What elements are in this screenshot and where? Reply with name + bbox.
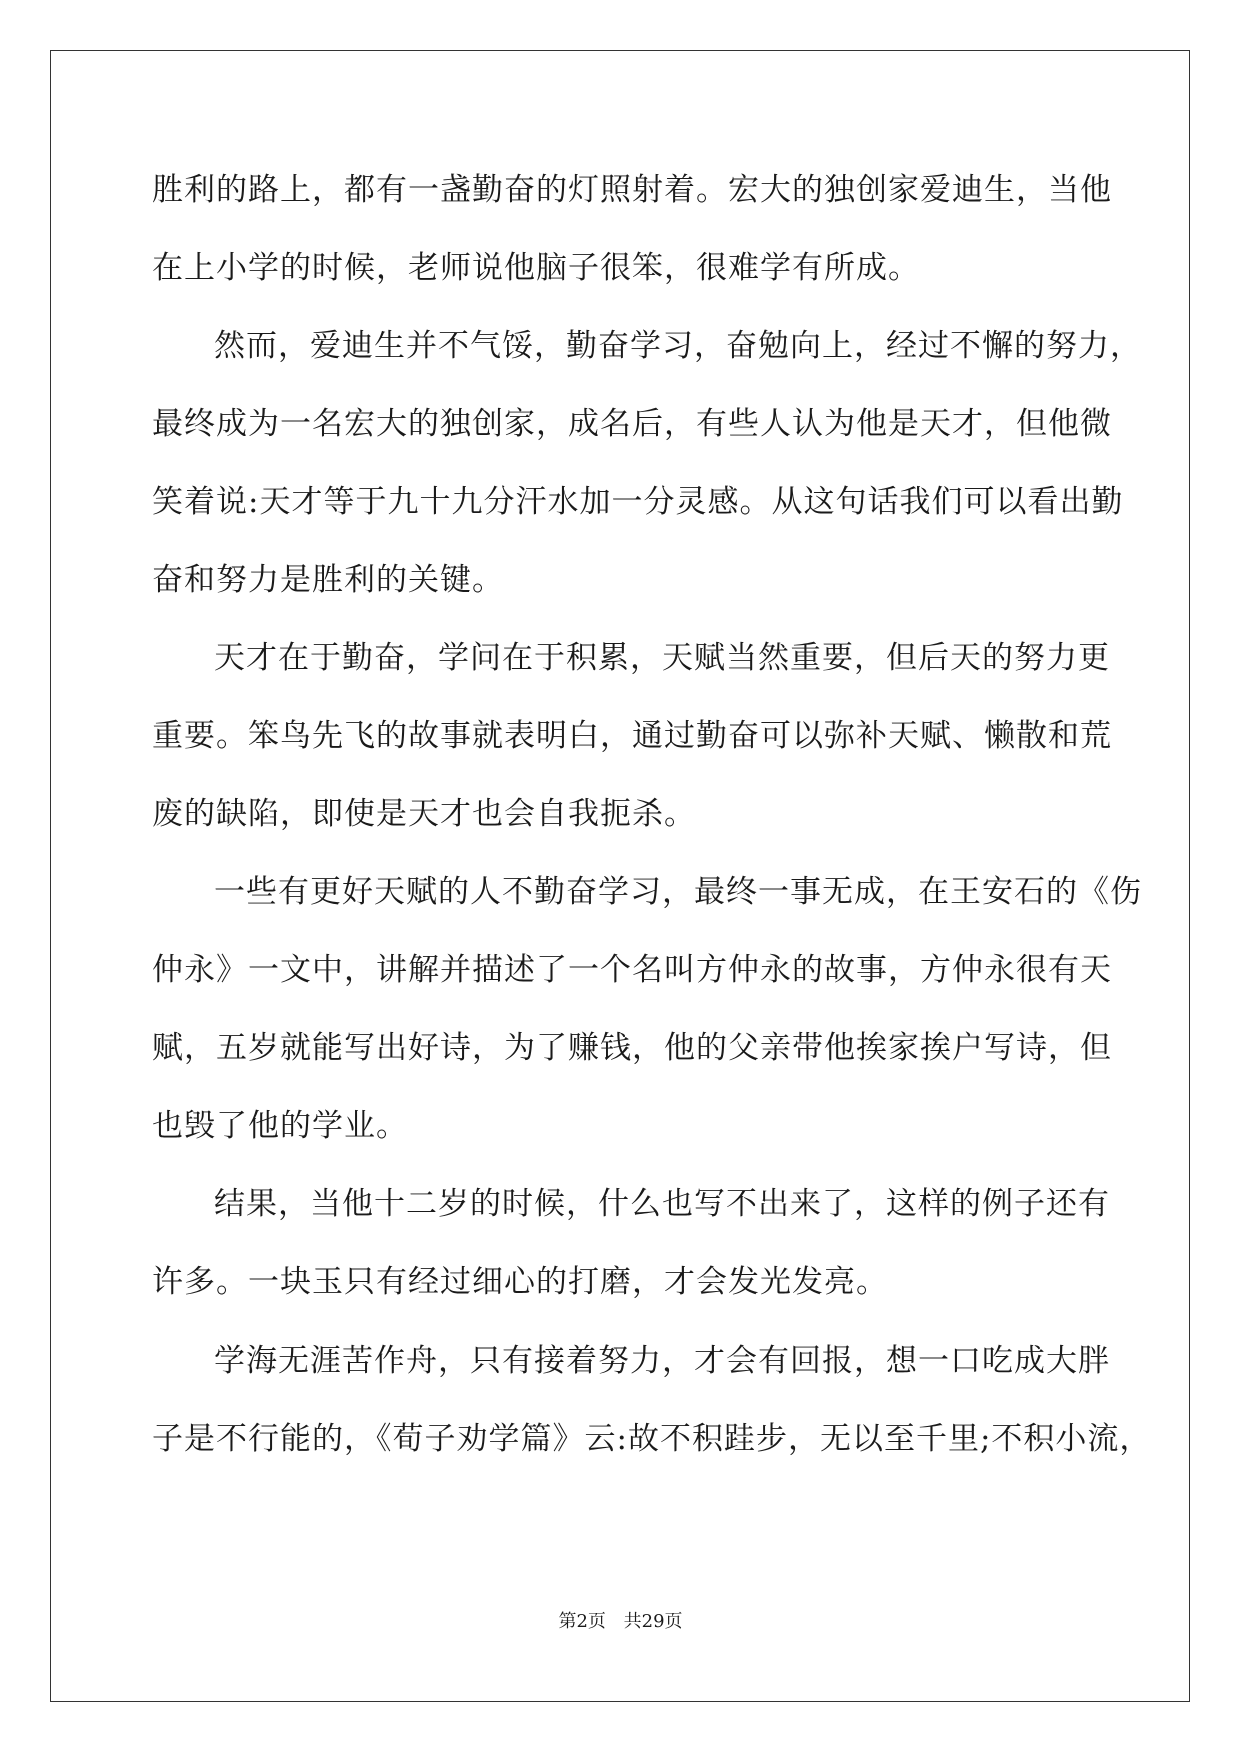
page-number: 第2页: [558, 1611, 606, 1632]
text-line: 最终成为一名宏大的独创家，成名后，有些人认为他是天才，但他微: [152, 406, 1112, 442]
page-footer: [0, 1610, 1241, 1634]
text-line: 笑着说:天才等于九十九分汗水加一分灵感。从这句话我们可以看出勤: [152, 484, 1124, 520]
text-line: 天才在于勤奋，学问在于积累，天赋当然重要，但后天的努力更: [214, 640, 1110, 676]
text-line: 仲永》一文中，讲解并描述了一个名叫方仲永的故事，方仲永很有天: [152, 952, 1112, 988]
text-line: 废的缺陷，即使是天才也会自我扼杀。: [152, 796, 696, 832]
text-line: 然而，爱迪生并不气馁，勤奋学习，奋勉向上，经过不懈的努力，: [214, 328, 1142, 364]
text-line: 也毁了他的学业。: [152, 1108, 408, 1144]
text-line: 许多。一块玉只有经过细心的打磨，才会发光发亮。: [152, 1264, 888, 1300]
text-line: 重要。笨鸟先飞的故事就表明白，通过勤奋可以弥补天赋、懒散和荒: [152, 718, 1112, 754]
page-total: 共29页: [623, 1611, 683, 1632]
text-line: 奋和努力是胜利的关键。: [152, 562, 504, 598]
text-line: 在上小学的时候，老师说他脑子很笨，很难学有所成。: [152, 250, 920, 286]
text-line: 一些有更好天赋的人不勤奋学习，最终一事无成，在王安石的《伤: [214, 874, 1142, 910]
text-line: 子是不行能的，《荀子劝学篇》云:故不积跬步，无以至千里;不积小流，: [152, 1421, 1152, 1457]
text-line: 胜利的路上，都有一盏勤奋的灯照射着。宏大的独创家爱迪生，当他: [152, 172, 1112, 208]
text-line: 结果，当他十二岁的时候，什么也写不出来了，这样的例子还有: [214, 1186, 1110, 1222]
text-line: 学海无涯苦作舟，只有接着努力，才会有回报，想一口吃成大胖: [214, 1343, 1110, 1379]
text-line: 赋，五岁就能写出好诗，为了赚钱，他的父亲带他挨家挨户写诗，但: [152, 1030, 1112, 1066]
